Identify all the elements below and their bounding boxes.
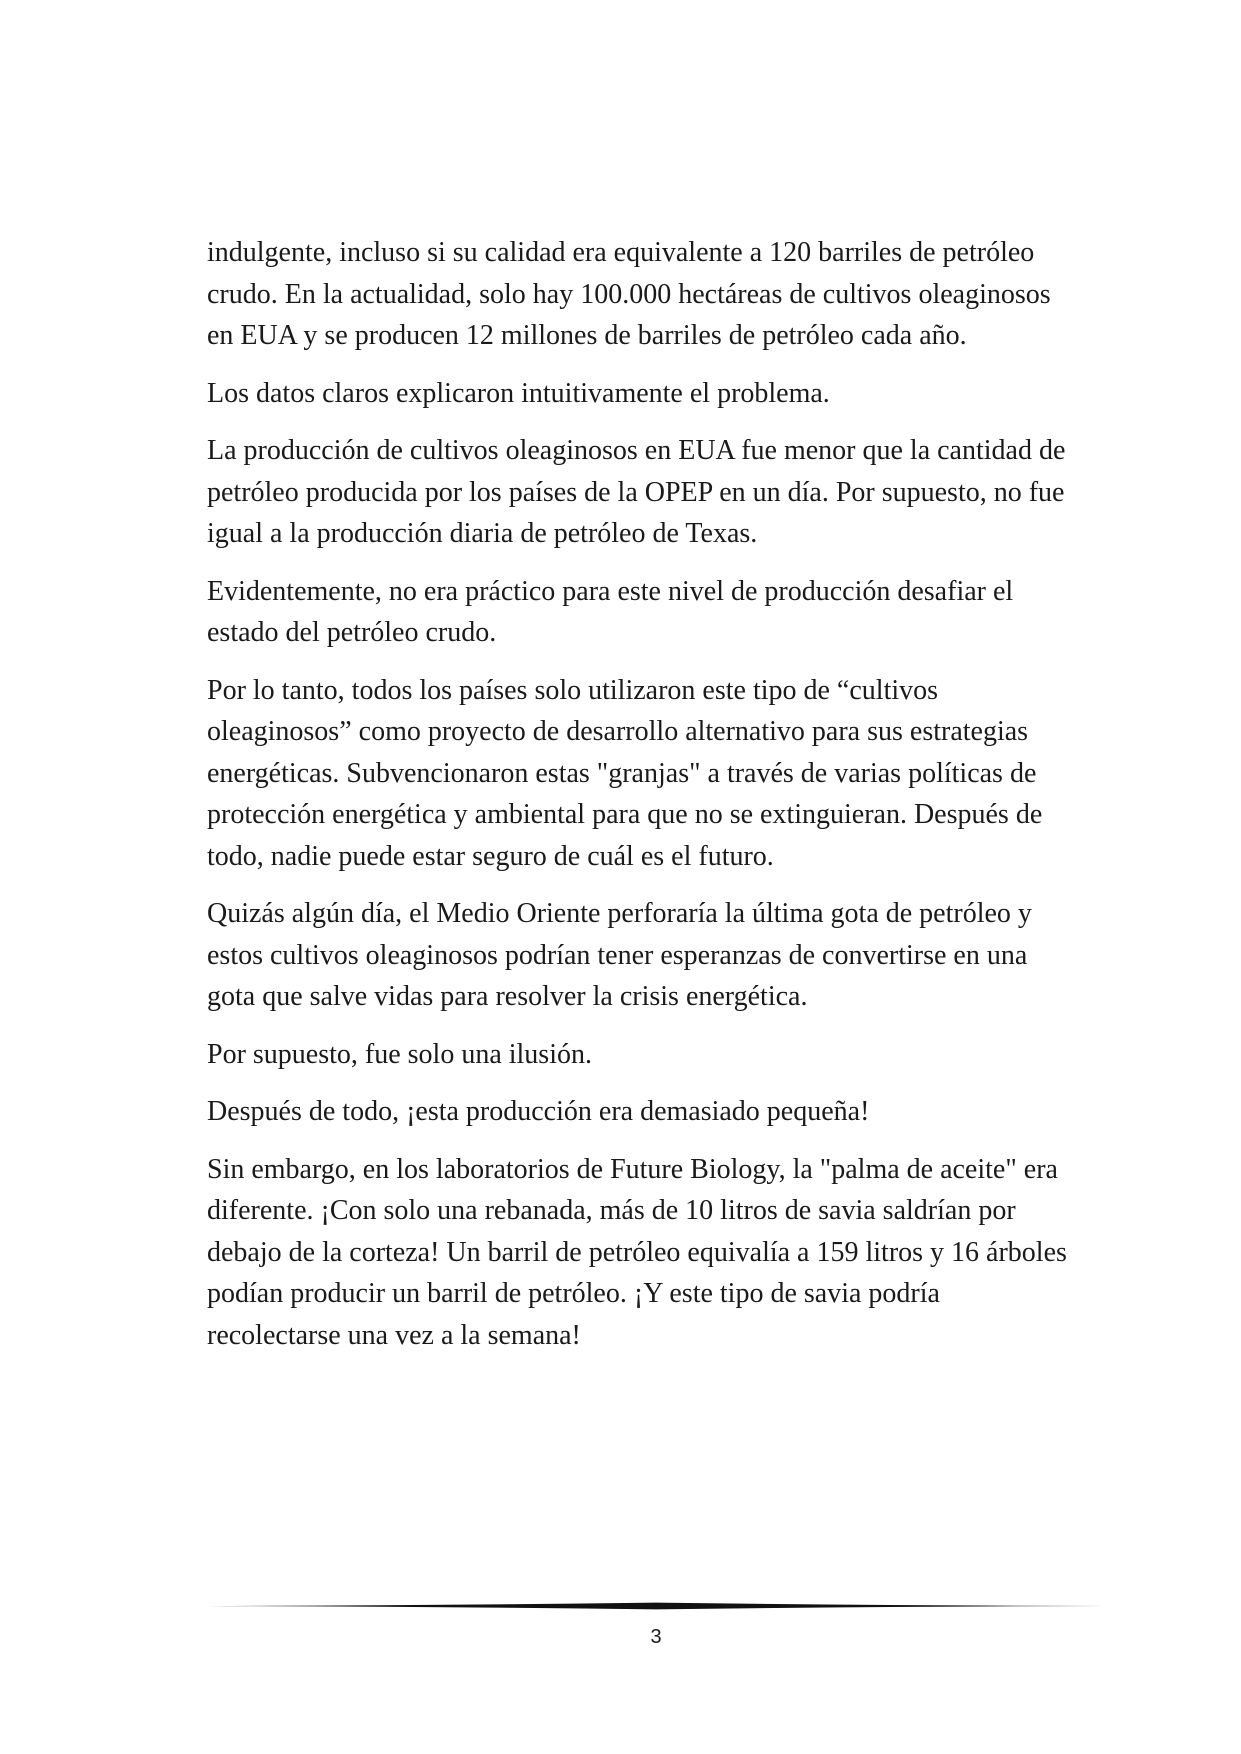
paragraph: Evidentemente, no era práctico para este nivel de producción desafiar el estado del petróleo crudo. [207,575,1014,648]
paragraph: Por lo tanto, todos los países solo utilizaron este tipo de “cultivos oleaginosos” como proyecto de desarrollo alternativo para sus estrategias energéticas. Subvencionaron estas "granjas" a través de varias políticas de protección energética y ambiental para que no se extinguieran. Después de todo, nadie puede estar seguro de cuál es el futuro. [207,674,1043,872]
footer-divider [207,1600,1105,1612]
paragraph: Por supuesto, fue solo una ilusión. [207,1038,592,1070]
paragraph: Los datos claros explicaron intuitivamente el problema. [207,377,830,409]
page-number: 3 [650,1626,662,1648]
paragraph: La producción de cultivos oleaginosos en EUA fue menor que la cantidad de petróleo producida por los países de la OPEP en un día. Por supuesto, no fue igual a la producción diaria de petróleo de Texas. [207,435,1066,549]
paragraph: Quizás algún día, el Medio Oriente perforaría la última gota de petróleo y estos cultivos oleaginosos podrían tener esperanzas de convertirse en una gota que salve vidas para resolver la crisis energética. [207,898,1032,1012]
paragraph: indulgente, incluso si su calidad era equivalente a 120 barriles de petróleo crudo. En la actualidad, solo hay 100.000 hectáreas de cultivos oleaginosos en EUA y se producen 12 millones de barriles de petróleo cada año. [207,237,1051,351]
body-text [207,232,1077,1372]
paragraph: Después de todo, ¡esta producción era demasiado pequeña! [207,1096,870,1127]
paragraph: Sin embargo, en los laboratorios de Future Biology, la "palma de aceite" era diferente. ¡Con solo una rebanada, más de 10 litros de savia saldrían por debajo de la corteza! Un barril de petróleo equivalía a 159 litros y 16 árboles podían producir un barril de petróleo. ¡Y este tipo de savia podría recolectarse una vez a la semana! [207,1153,1067,1351]
